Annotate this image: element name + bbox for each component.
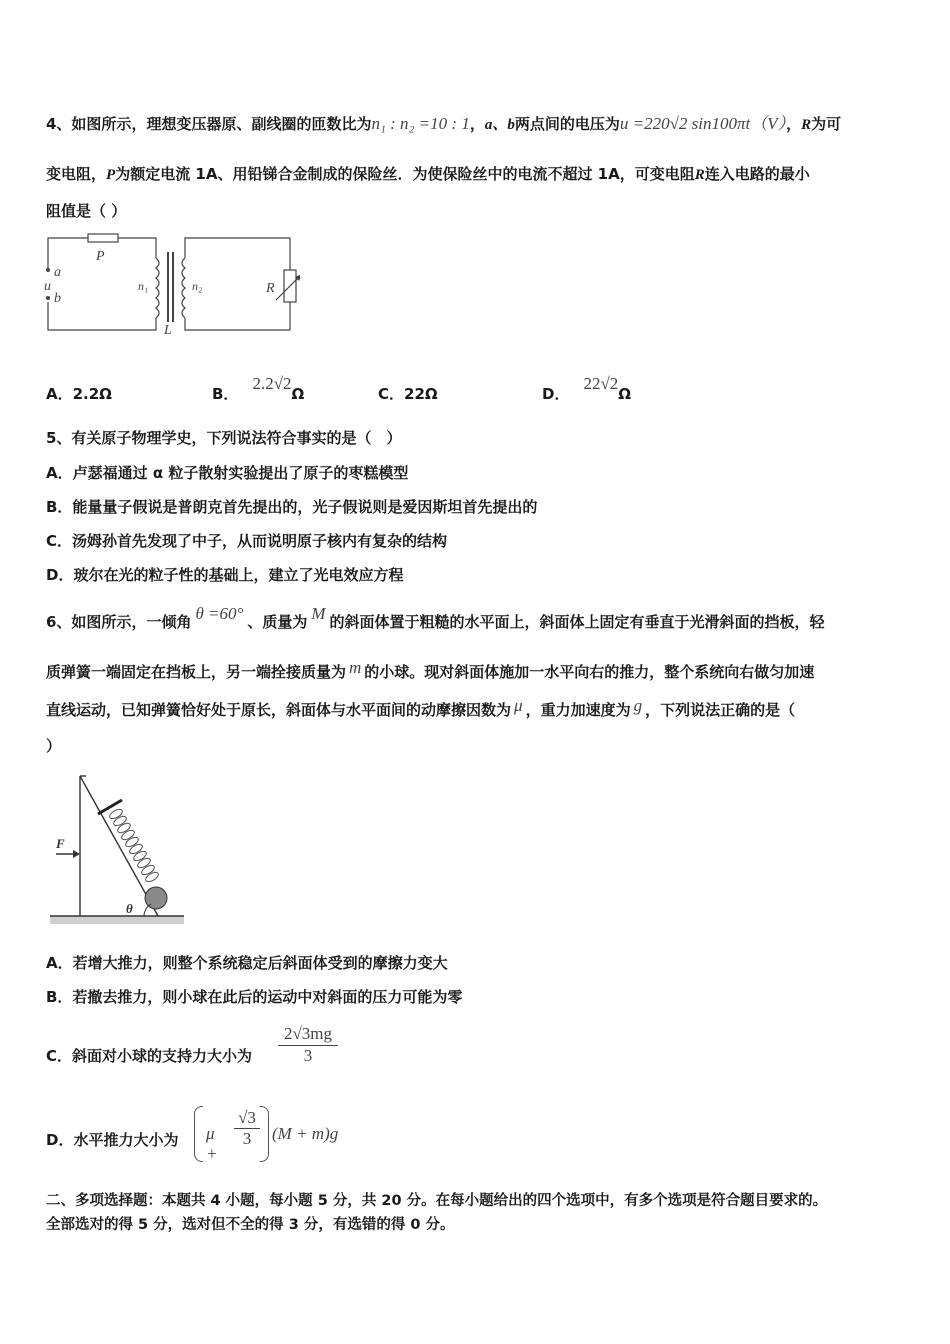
fuse-P-label: P	[96, 249, 105, 264]
q4-comma: ，	[469, 115, 485, 133]
voltage-u-label: u	[44, 279, 51, 294]
q4-comma: ，	[786, 115, 802, 133]
q5-option-b: B．能量量子假说是普朗克首先提出的，光子假说则是爱因斯坦首先提出的	[46, 498, 538, 516]
q6-text: 、质量为	[247, 613, 308, 631]
force-F-label: F	[56, 836, 65, 851]
resistor-R-label: R	[266, 281, 275, 296]
option-unit: Ω	[291, 385, 305, 403]
q4-option-a	[46, 383, 112, 404]
q6-stem-line1	[46, 604, 825, 632]
option-value: 22√2	[583, 374, 619, 393]
q6-text: 直线运动，已知弹簧恰好处于原长，斜面体与水平面间的动摩擦因数为	[46, 701, 512, 719]
option-value: 2.2Ω	[72, 385, 112, 403]
mu-plus: μ +	[206, 1124, 218, 1163]
option-letter: C．	[378, 385, 405, 403]
transformer-circuit-figure	[40, 230, 300, 338]
fraction-denominator: 3	[303, 1046, 313, 1065]
terminal-a-label: a	[54, 265, 61, 280]
q6-option-b: B．若撤去推力，则小球在此后的运动中对斜面的压力可能为零	[46, 988, 463, 1006]
q4-turns-ratio: n₁ : n₂ =10 : 1	[371, 114, 470, 133]
q4-option-d	[542, 374, 632, 404]
q6-theta-formula: θ =60°	[195, 604, 244, 623]
q6-option-c-fraction	[278, 1024, 338, 1066]
option-letter: B．	[212, 385, 239, 403]
fraction-numerator: 2√3mg	[278, 1024, 338, 1046]
incline-spring-figure	[46, 768, 186, 938]
q4-text: 4、如图所示，理想变压器原、副线圈的匝数比为	[46, 115, 372, 133]
q6-text: 的斜面体置于粗糙的水平面上，斜面体上固定有垂直于光滑斜面的挡板，轻	[329, 613, 825, 631]
q6-stem-line4: ）	[46, 737, 62, 755]
q6-option-d: D．水平推力大小为	[46, 1131, 179, 1149]
right-paren	[260, 1106, 269, 1162]
option-letter: A．	[46, 385, 73, 403]
q6-m-symbol: m	[349, 658, 362, 677]
q5-stem: 5、有关原子物理学史，下列说法符合事实的是（ ）	[46, 429, 402, 447]
q4-stem-line2	[46, 164, 810, 185]
q5-option-c: C．汤姆孙首先发现了中子，从而说明原子核内有复杂的结构	[46, 532, 448, 550]
left-paren	[194, 1106, 203, 1162]
q4-stem-line1	[46, 114, 841, 135]
q4-option-b	[212, 374, 305, 404]
terminal-b-label: b	[54, 291, 61, 306]
d-fraction	[234, 1108, 260, 1149]
q6-M-symbol: M	[311, 604, 326, 623]
q4-stem-line3: 阻值是（ ）	[46, 202, 127, 220]
q4-text: 连入电路的最小	[704, 165, 810, 183]
section2-line2: 全部选对的得 5 分，选对但不全的得 3 分，有选错的得 0 分。	[46, 1217, 455, 1233]
angle-theta-label: θ	[126, 901, 133, 916]
q4-text: 为额定电流 1A、用铅锑合金制成的保险丝．为使保险丝中的电流不超过 1A，可变电阻	[115, 165, 695, 183]
q4-P-label: P	[106, 167, 116, 183]
q6-text: 的小球。现对斜面体施加一水平向右的推力，整个系统向右做匀加速	[364, 663, 815, 681]
section2-line1: 二、多项选择题：本题共 4 小题，每小题 5 分，共 20 分。在每小题给出的四个选项中，有多个选项是符合题目要求的。	[46, 1193, 828, 1209]
q4-R-label: R	[694, 167, 705, 183]
q6-stem-line2	[46, 658, 815, 682]
q6-text: 6、如图所示，一倾角	[46, 613, 192, 631]
q6-mu-symbol: μ	[514, 696, 523, 715]
option-value: 22Ω	[404, 385, 438, 403]
q6-stem-line3	[46, 696, 796, 720]
option-letter: D．	[542, 385, 570, 403]
fraction-numerator: √3	[234, 1108, 260, 1129]
q4-option-c	[378, 383, 438, 404]
q6-text: ，重力加速度为	[525, 701, 631, 719]
q4-text: 为可	[811, 115, 842, 133]
q4-text: 变电阻，	[46, 165, 107, 183]
q6-text: ，下列说法正确的是（	[645, 701, 796, 719]
q5-option-d: D．玻尔在光的粒子性的基础上，建立了光电效应方程	[46, 566, 404, 584]
fraction-denominator: 3	[242, 1129, 252, 1148]
q6-text: 质弹簧一端固定在挡板上，另一端拴接质量为	[46, 663, 347, 681]
q4-voltage-formula: u =220√2 sin100πt（V）	[619, 114, 787, 133]
n2-label: n₂	[192, 279, 203, 293]
option-value: 2.2√2	[252, 374, 292, 393]
q4-ab-label: a、b	[484, 117, 515, 133]
q5-option-a: A．卢瑟福通过 α 粒子散射实验提出了原子的枣糕模型	[46, 464, 409, 482]
q6-g-symbol: g	[633, 696, 643, 715]
mass-sum-g: (M + m)g	[272, 1124, 339, 1143]
q6-option-c: C．斜面对小球的支持力大小为	[46, 1047, 253, 1065]
q6-option-a: A．若增大推力，则整个系统稳定后斜面体受到的摩擦力变大	[46, 954, 448, 972]
n1-label: n₁	[138, 279, 149, 293]
option-unit: Ω	[618, 385, 632, 403]
core-L-label: L	[164, 323, 172, 338]
q4-text: 两点间的电压为	[514, 115, 620, 133]
q4-R-label: R	[801, 117, 812, 133]
